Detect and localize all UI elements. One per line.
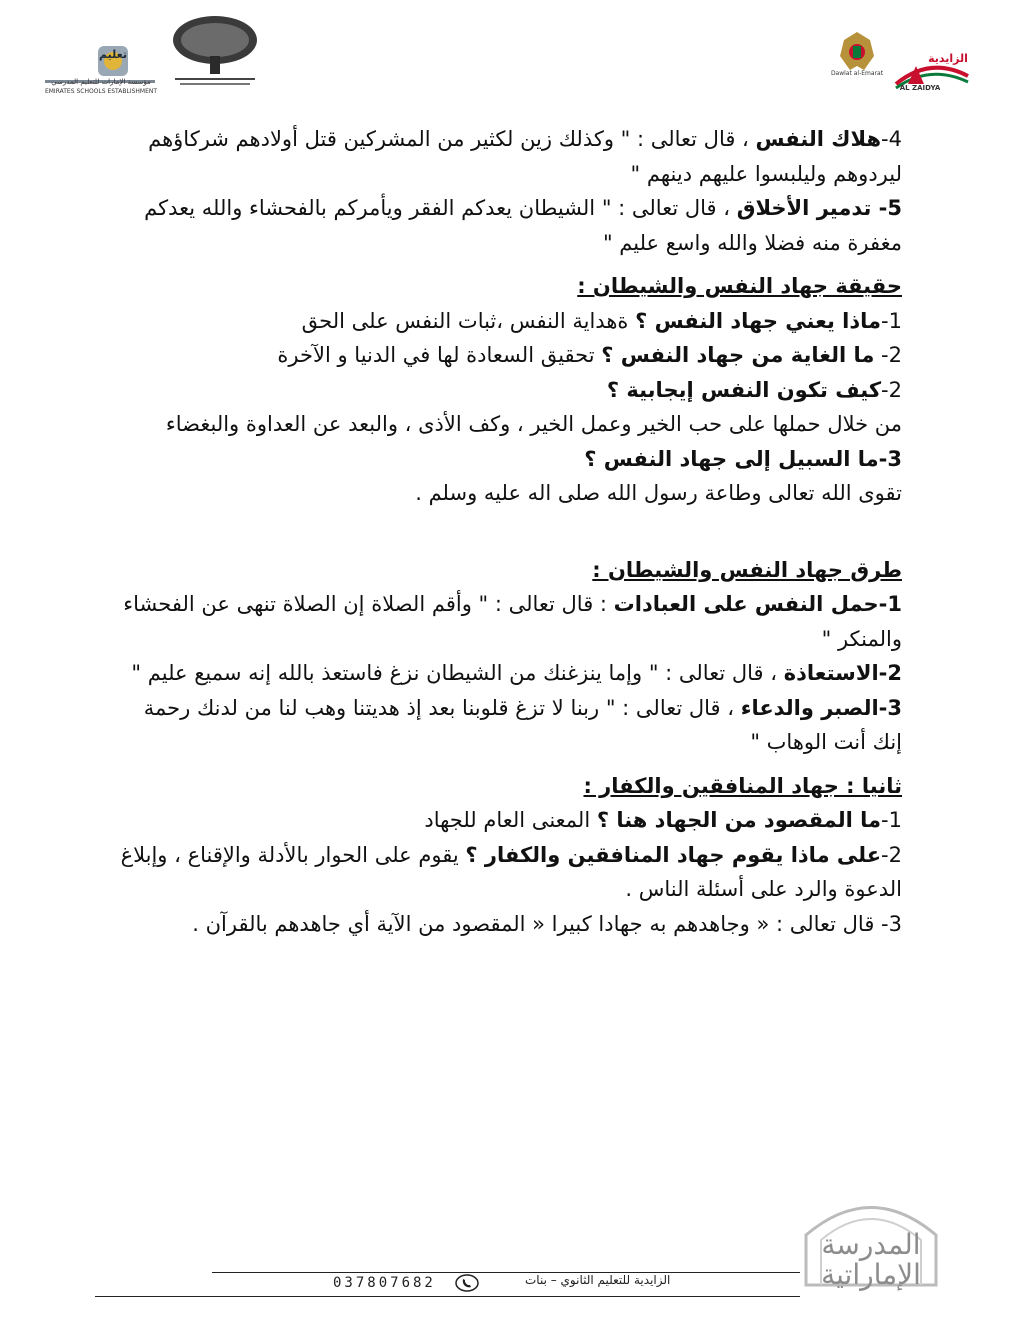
paragraph <box>110 338 902 373</box>
footer-rule-bottom <box>95 1296 800 1297</box>
watermark-line1: المدرسة <box>821 1228 921 1261</box>
text-run: ، قال تعالى : " وكذلك زين لكثير من المشركين قتل أولادهم شركاؤهم ليردوهم وليلبسوا عليهم دينهم " <box>148 127 902 186</box>
section-heading: طرق جهاد النفس والشيطان : <box>592 557 902 582</box>
bold-phrase: ماذا يعني جهاد النفس ؟ <box>635 308 882 333</box>
text-run: ، قال تعالى : " الشيطان يعدكم الفقر ويأمركم بالفحشاء والله يعدكم مغفرة منه فضلا والله واسع عليم " <box>144 196 902 255</box>
paragraph <box>110 907 902 942</box>
footer-rule-top <box>212 1272 800 1273</box>
bold-phrase: 3-الصبر والدعاء <box>740 695 902 720</box>
bold-phrase: ما الغاية من جهاد النفس ؟ <box>601 343 875 367</box>
phone-icon <box>455 1274 479 1292</box>
paragraph <box>110 691 902 760</box>
paragraph <box>110 407 902 442</box>
paragraph <box>110 191 902 260</box>
text-run: 2- <box>874 343 902 367</box>
paragraph <box>110 476 902 511</box>
logo-word: تعليم <box>99 48 127 61</box>
watermark-line2: الإماراتية <box>821 1258 921 1291</box>
section-heading: ثانيا : جهاد المنافقين والكفار : <box>583 773 902 798</box>
smart-learning-tree-logo <box>160 12 270 92</box>
bold-phrase: هلاك النفس <box>755 127 882 151</box>
section-heading: حقيقة جهاد النفس والشيطان : <box>577 274 902 298</box>
logo-word: الزايدية <box>928 52 968 65</box>
text-run: ، قال تعالى : " ربنا لا تزغ قلوبنا بعد إذ هديتنا وهب لنا من لدنك رحمة إنك أنت الوهاب " <box>143 695 902 754</box>
paragraph <box>110 442 902 477</box>
emblem-caption: Dawlat al-Emarat <box>830 70 884 77</box>
paragraph <box>110 304 902 339</box>
bold-phrase: 5- تدمير الأخلاق <box>736 196 902 220</box>
text-run: تحقيق السعادة لها في الدنيا و الآخرة <box>277 343 602 367</box>
text-run: 1- <box>881 808 902 832</box>
bold-phrase: 3-ما السبيل إلى جهاد النفس ؟ <box>584 446 902 471</box>
text-run: 4- <box>881 127 902 151</box>
text-run: المعنى العام للجهاد <box>424 808 597 832</box>
al-zaidya-logo <box>890 46 974 96</box>
logo-caption-en: EMIRATES SCHOOLS ESTABLISHMENT <box>44 88 158 95</box>
paragraph <box>110 656 902 691</box>
footer-school-name: الزايدية للتعليم الثانوي – بنات <box>525 1273 671 1287</box>
paragraph <box>110 803 902 838</box>
paragraph <box>110 373 902 408</box>
bold-phrase: 1-حمل النفس على العبادات <box>613 592 902 616</box>
bold-phrase: ما المقصود من الجهاد هنا ؟ <box>596 808 882 832</box>
text-run: من خلال حملها على حب الخير وعمل الخير ، وكف الأذى ، والبعد عن العداوة والبغضاء <box>165 412 902 436</box>
logo-caption-ar: مؤسسة الإمارات للتعليم المدرسي <box>51 78 151 86</box>
text-run: 2- <box>881 377 902 402</box>
text-run: 2- <box>881 842 902 867</box>
footer-phone-number: 037807682 <box>333 1275 436 1291</box>
bold-phrase: كيف تكون النفس إيجابية ؟ <box>606 377 882 402</box>
uae-emblem <box>830 30 884 80</box>
document-body <box>110 122 902 941</box>
text-run: ةهداية النفس ،ثبات النفس على الحق <box>301 308 636 333</box>
paragraph <box>110 587 902 656</box>
madrasa-emaratia-watermark <box>796 1190 946 1290</box>
text-run: : قال تعالى : " وأقم الصلاة إن الصلاة تنهى عن الفحشاء والمنكر " <box>123 592 902 651</box>
paragraph <box>110 122 902 191</box>
text-run: يقوم على الحوار بالأدلة والإقناع ، وإبلاغ الدعوة والرد على أسئلة الناس . <box>120 842 902 901</box>
text-run: 1- <box>881 308 902 333</box>
bold-phrase: على ماذا يقوم جهاد المنافقين والكفار ؟ <box>465 842 882 867</box>
text-run: تقوى الله تعالى وطاعة رسول الله صلى اله عليه وسلم . <box>415 481 902 505</box>
text-run: ، قال تعالى : " وإما ينزغنك من الشيطان نزغ فاستعذ بالله إنه سميع عليم " <box>131 661 784 685</box>
bold-phrase: 2-الاستعاذة <box>783 661 902 685</box>
text-run: 3- قال تعالى : « وجاهدهم به جهادا كبيرا « المقصود من الآية أي جاهدهم بالقرآن . <box>192 911 902 936</box>
logo-caption: AL ZAIDYA <box>899 84 941 92</box>
page-header <box>0 0 1020 120</box>
paragraph <box>110 838 902 907</box>
emirates-schools-logo <box>40 40 160 100</box>
